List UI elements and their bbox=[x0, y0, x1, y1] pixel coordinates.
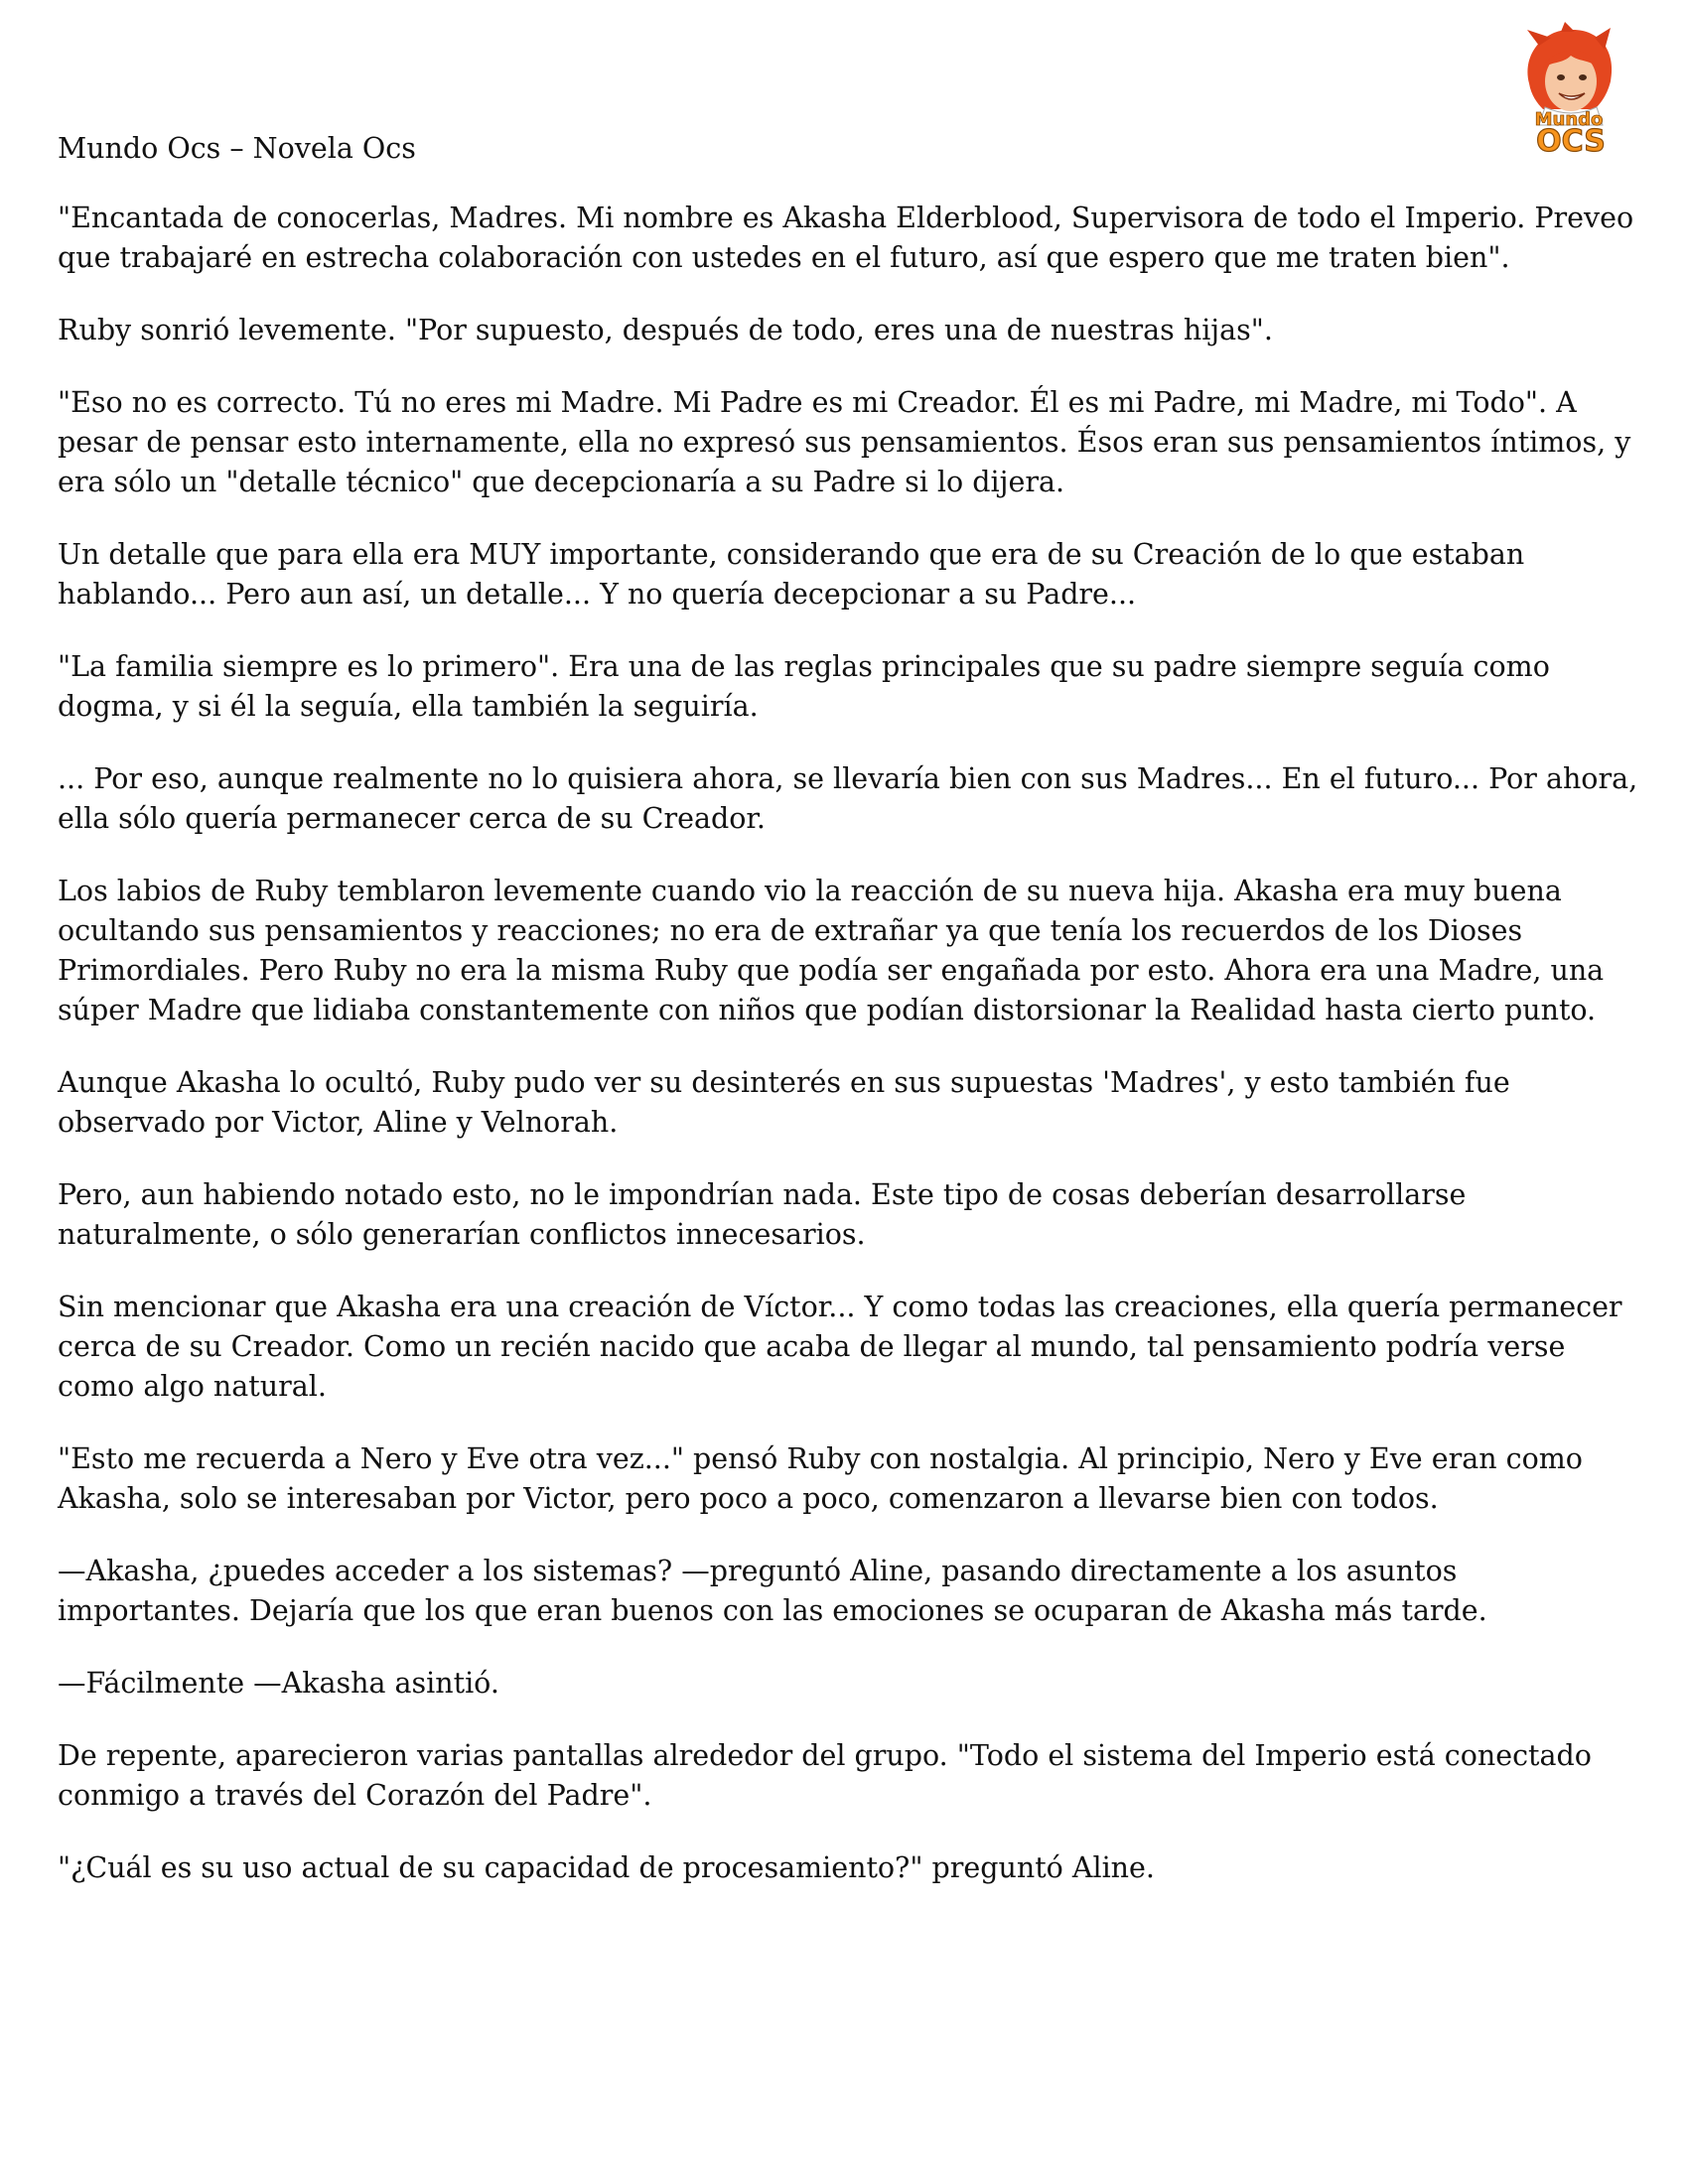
paragraph: "Esto me recuerda a Nero y Eve otra vez..." pensó Ruby con nostalgia. Al principio, Nero y Eve eran como Akasha, solo se interesaban por Victor, pero poco a poco, comenzaron a llevarse bien con todos. bbox=[58, 1442, 1583, 1515]
paragraph: Aunque Akasha lo ocultó, Ruby pudo ver su desinterés en sus supuestas 'Madres', y esto también fue observado por Victor, Aline y Velnorah. bbox=[58, 1066, 1510, 1139]
paragraph: Los labios de Ruby temblaron levemente cuando vio la reacción de su nueva hija. Akasha era muy buena ocultando sus pensamientos y reacciones; no era de extrañar ya que tenía los recuerdos de los Dioses Primordiales. Pero Ruby no era la misma Ruby que podía ser engañada por esto. Ahora era una Madre, una súper Madre que lidiaba constantemente con niños que podían distorsionar la Realidad hasta cierto punto. bbox=[58, 875, 1605, 1026]
page-title: Mundo Ocs – Novela Ocs bbox=[58, 132, 416, 165]
paragraph: De repente, aparecieron varias pantallas alrededor del grupo. "Todo el sistema del Imperio está conectado conmigo a través del Corazón del Padre". bbox=[58, 1739, 1592, 1812]
paragraph: Un detalle que para ella era MUY importante, considerando que era de su Creación de lo que estaban hablando... Pero aun así, un detalle... Y no quería decepcionar a su Padre... bbox=[58, 538, 1525, 611]
paragraph: Pero, aun habiendo notado esto, no le impondrían nada. Este tipo de cosas deberían desarrollarse naturalmente, o sólo generarían conflictos innecesarios. bbox=[58, 1178, 1467, 1251]
logo-text-line1: Mundo bbox=[1534, 109, 1604, 130]
paragraph: Ruby sonrió levemente. "Por supuesto, después de todo, eres una de nuestras hijas". bbox=[58, 314, 1273, 346]
logo-text-line2: OCS bbox=[1536, 124, 1606, 159]
paragraph: "Eso no es correcto. Tú no eres mi Madre. Mi Padre es mi Creador. Él es mi Padre, mi Madre, mi Todo". A pesar de pensar esto internamente, ella no expresó sus pensamientos. Ésos eran sus pensamientos íntimos, y era sólo un "detalle técnico" que decepcionaría a su Padre si lo dijera. bbox=[58, 386, 1631, 498]
paragraph: —Akasha, ¿puedes acceder a los sistemas? —preguntó Aline, pasando directamente a los asuntos importantes. Dejaría que los que eran buenos con las emociones se ocuparan de Akasha más tarde. bbox=[58, 1555, 1487, 1627]
paragraph: —Fácilmente —Akasha asintió. bbox=[58, 1667, 499, 1700]
paragraph: ... Por eso, aunque realmente no lo quisiera ahora, se llevaría bien con sus Madres... En el futuro... Por ahora, ella sólo quería permanecer cerca de su Creador. bbox=[58, 762, 1638, 835]
paragraph: "Encantada de conocerlas, Madres. Mi nombre es Akasha Elderblood, Supervisora de todo el Imperio. Preveo que trabajaré en estrecha colaboración con ustedes en el futuro, así que espero que me traten bien". bbox=[58, 202, 1634, 274]
paragraph: "¿Cuál es su uso actual de su capacidad de procesamiento?" preguntó Aline. bbox=[58, 1851, 1155, 1884]
document-body bbox=[58, 129, 1642, 1921]
paragraph: Sin mencionar que Akasha era una creación de Víctor... Y como todas las creaciones, ella quería permanecer cerca de su Creador. Como un recién nacido que acaba de llegar al mundo, tal pensamiento podría verse como algo natural. bbox=[58, 1291, 1622, 1403]
paragraph: "La familia siempre es lo primero". Era una de las reglas principales que su padre siempre seguía como dogma, y si él la seguía, ella también la seguiría. bbox=[58, 650, 1550, 723]
